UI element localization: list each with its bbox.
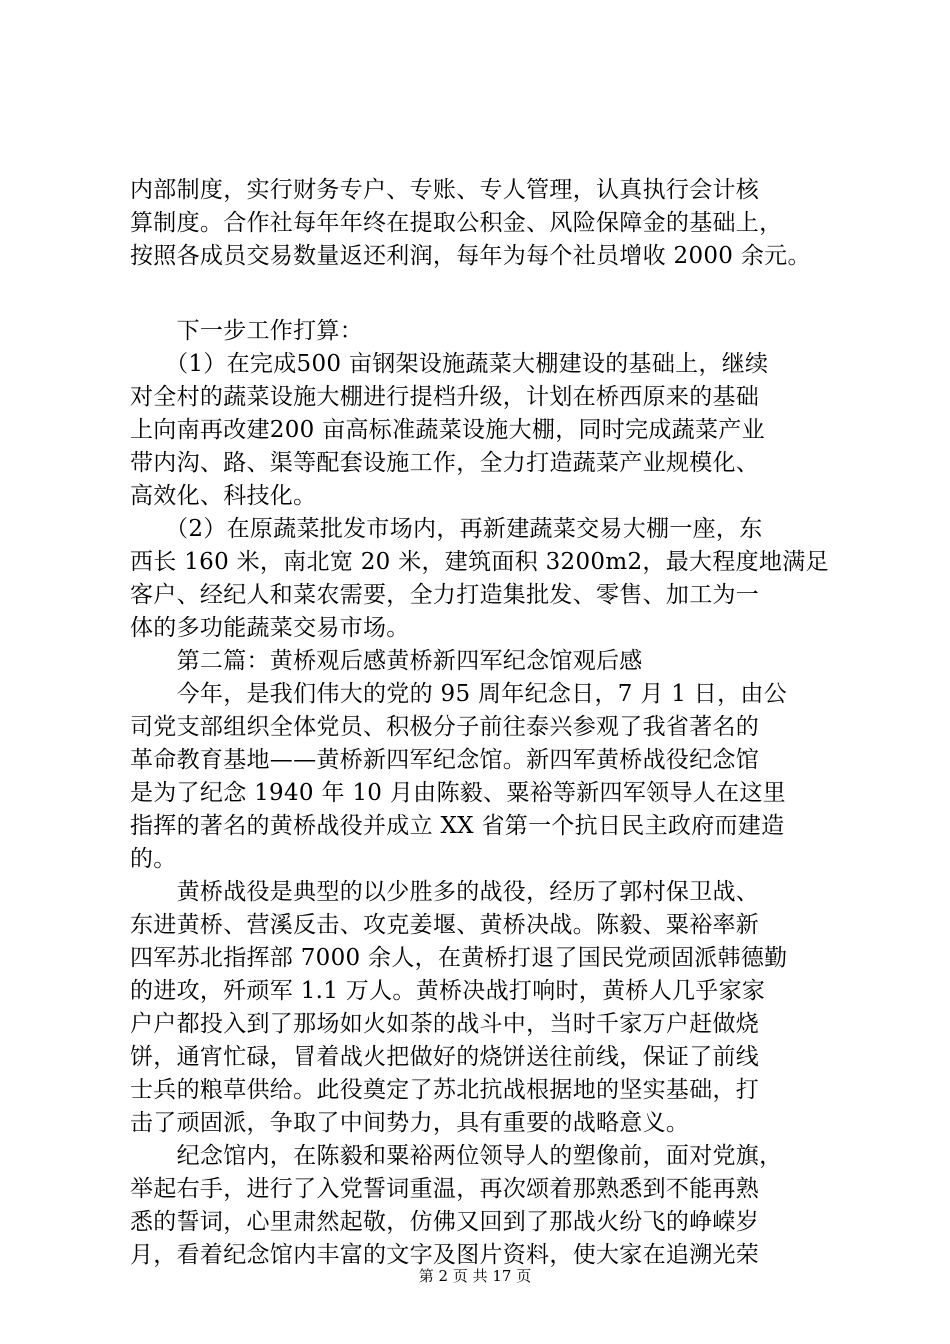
- text-line: 月，看着纪念馆内丰富的文字及图片资料，使大家在追溯光荣: [130, 1242, 760, 1268]
- paragraph-gap: [130, 273, 830, 315]
- text-line: 的。: [130, 846, 177, 872]
- text-line: 纪念馆内，在陈毅和粟裕两位领导人的塑像前，面对党旗，: [130, 1143, 783, 1169]
- text-line: 四军苏北指挥部 7000 余人，在黄桥打退了国民党顽固派韩德勤: [130, 945, 788, 971]
- text-line: 是为了纪念 1940 年 10 月由陈毅、粟裕等新四军领导人在这里: [130, 780, 786, 806]
- text-line: 东进黄桥、营溪反击、攻克姜堰、黄桥决战。陈毅、粟裕率新: [130, 912, 760, 938]
- text-line: 指挥的著名的黄桥战役并成立 XX 省第一个抗日民主政府而建造: [130, 813, 785, 839]
- text-line: 客户、经纪人和菜农需要，全力打造集批发、零售、加工为一: [130, 582, 760, 608]
- text-line: 黄桥战役是典型的以少胜多的战役，经历了郭村保卫战、: [130, 879, 760, 905]
- text-line: 带内沟、路、渠等配套设施工作，全力打造蔬菜产业规模化、: [130, 450, 760, 476]
- text-line: 上向南再改建200 亩高标准蔬菜设施大棚，同时完成蔬菜产业: [130, 417, 765, 443]
- text-line: 的进攻，歼顽军 1.1 万人。黄桥决战打响时，黄桥人几乎家家: [130, 978, 766, 1004]
- text-line: 户户都投入到了那场如火如荼的战斗中，当时千家万户赶做烧: [130, 1011, 760, 1037]
- text-line: 击了顽固派，争取了中间势力，具有重要的战略意义。: [130, 1110, 690, 1136]
- section-heading: 下一步工作打算：: [130, 318, 363, 344]
- text-line: （1）在完成500 亩钢架设施蔬菜大棚建设的基础上，继续: [130, 351, 769, 377]
- text-line: 按照各成员交易数量返还利润，每年为每个社员增收 2000 余元。: [130, 243, 811, 269]
- text-line: 内部制度，实行财务专户、专账、专人管理，认真执行会计核: [130, 177, 760, 203]
- text-line: 体的多功能蔬菜交易市场。: [130, 615, 410, 641]
- text-line: （2）在原蔬菜批发市场内，再新建蔬菜交易大棚一座，东: [130, 516, 763, 542]
- page-number-label: 第 2 页 共 17 页: [418, 1267, 532, 1285]
- page-footer: [0, 1266, 950, 1286]
- text-line: 今年，是我们伟大的党的 95 周年纪念日，7 月 1 日，由公: [130, 681, 787, 707]
- text-line: 西长 160 米，南北宽 20 米，建筑面积 3200m2，最大程度地满足: [130, 549, 829, 575]
- text-line: 饼，通宵忙碌，冒着战火把做好的烧饼送往前线，保证了前线: [130, 1044, 760, 1070]
- chapter-title: 第二篇：黄桥观后感黄桥新四军纪念馆观后感: [130, 648, 643, 674]
- text-line: 悉的誓词，心里肃然起敬，仿佛又回到了那战火纷飞的峥嵘岁: [130, 1209, 760, 1235]
- text-line: 对全村的蔬菜设施大棚进行提档升级，计划在桥西原来的基础: [130, 384, 760, 410]
- text-line: 士兵的粮草供给。此役奠定了苏北抗战根据地的坚实基础，打: [130, 1077, 760, 1103]
- text-line: 举起右手，进行了入党誓词重温，再次颂着那熟悉到不能再熟: [130, 1176, 760, 1202]
- text-line: 革命教育基地——黄桥新四军纪念馆。新四军黄桥战役纪念馆: [130, 747, 760, 773]
- document-body: [130, 174, 830, 1272]
- text-line: 高效化、科技化。: [130, 483, 317, 509]
- text-line: 司党支部组织全体党员、积极分子前往泰兴参观了我省著名的: [130, 714, 760, 740]
- text-line: 算制度。合作社每年年终在提取公积金、风险保障金的基础上，: [130, 210, 783, 236]
